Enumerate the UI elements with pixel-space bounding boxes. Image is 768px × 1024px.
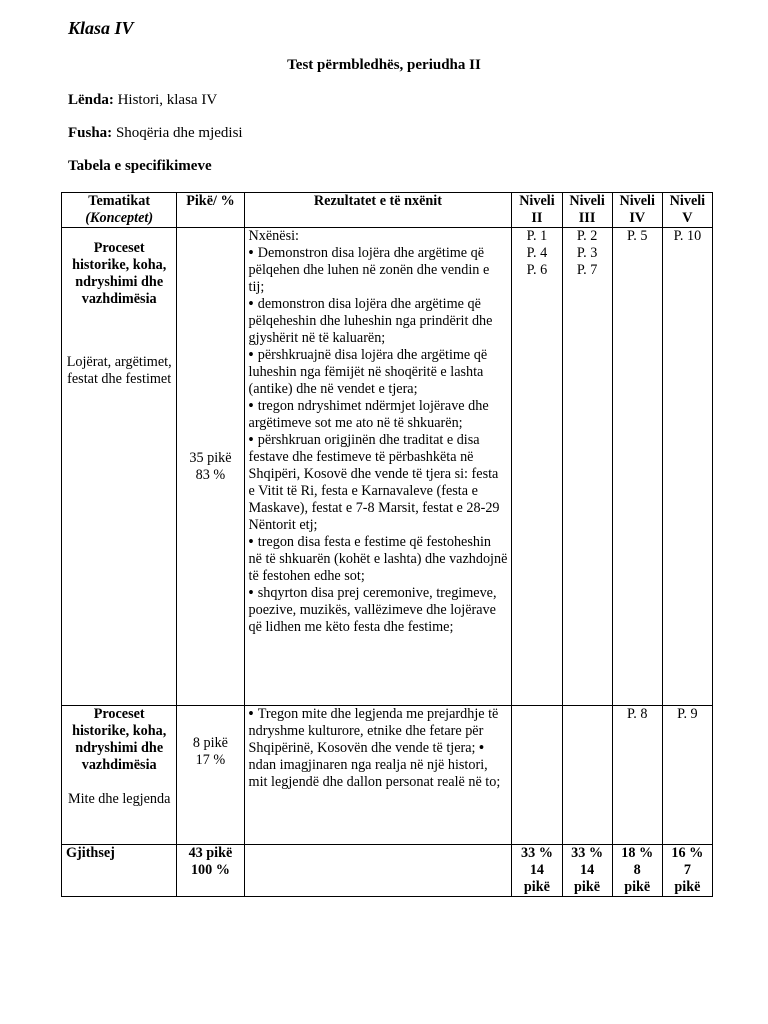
subject-label: Lënda: — [68, 92, 114, 108]
row1-theme-cell — [62, 228, 177, 706]
total-level-5: 16 % 7 pikë — [662, 845, 712, 897]
bullet-icon — [249, 296, 258, 313]
header-theme-label: Tematikat — [88, 193, 151, 209]
bullet-icon — [249, 347, 258, 364]
specification-table — [61, 192, 713, 897]
row1-concept: Lojërat, argëtimet, festat dhe festimet — [66, 354, 172, 387]
total-points-cell — [177, 845, 244, 897]
header-level-4: Niveli IV — [612, 193, 662, 228]
field-label: Fusha: — [68, 125, 113, 141]
total-level-4: 18 % 8 pikë — [612, 845, 662, 897]
table-header-row — [62, 193, 713, 228]
bullet-icon — [249, 398, 258, 415]
subject-value: Histori, klasa IV — [117, 92, 218, 108]
total-level-3: 33 % 14 pikë — [562, 845, 612, 897]
bullet-icon — [249, 534, 258, 551]
header-outcomes: Rezultatet e të nxënit — [244, 193, 512, 228]
row2-level-2 — [512, 706, 562, 845]
row2-outcomes-cell — [244, 706, 512, 845]
list-item: •demonstron disa lojëra dhe argëtime që pëlqeheshin dhe luheshin nga prindërit dhe gjyshërit në të kaluarën; — [249, 296, 508, 347]
row1-outcome-list — [249, 245, 508, 636]
bullet-icon — [249, 245, 258, 262]
row2-theme-cell — [62, 706, 177, 845]
total-outcomes-cell — [244, 845, 512, 897]
header-theme-sub: (Konceptet) — [85, 210, 154, 226]
list-item: •përshkruajnë disa lojëra dhe argëtime që luheshin nga fëmijët në shoqëritë e lashta (antike) dhe në vendet e tjera; — [249, 347, 508, 398]
row2-level-5: P. 9 — [662, 706, 712, 845]
row2-outcome-1: Tregon mite dhe legjenda me prejardhje të ndryshme kulturore, etnike dhe fetare për Shqipërinë, Kosovën dhe vende të tjera; — [248, 706, 499, 756]
list-item: •shqyrton disa prej ceremonive, tregimeve, poezive, muzikës, vallëzimeve dhe lojërave që lidhen me këto festa dhe festime; — [249, 585, 508, 636]
list-item: •tregon disa festa e festime që festoheshin në të shkuarën (kohët e lashta) dhe vazhdojnë të festohen edhe sot; — [249, 534, 508, 585]
bullet-icon — [249, 585, 258, 602]
list-item: •Demonstron disa lojëra dhe argëtime që pëlqehen dhe luhen në zonën dhe vendin e tij; — [249, 245, 508, 296]
row1-theme: Proceset historike, koha, ndryshimi dhe vazhdimësia — [72, 240, 167, 307]
row1-points-cell — [177, 228, 244, 706]
row2-percent: 17 % — [195, 752, 226, 768]
total-points: 43 pikë — [188, 845, 233, 861]
row1-level-5: P. 10 — [662, 228, 712, 706]
list-item: •tregon ndryshimet ndërmjet lojërave dhe argëtimeve sot me ato në të shkuarën; — [249, 398, 508, 432]
header-level-3: Niveli III — [562, 193, 612, 228]
row2-theme: Proceset historike, koha, ndryshimi dhe vazhdimësia — [72, 706, 167, 773]
total-percent: 100 % — [190, 862, 230, 878]
row1-level-3: P. 2 P. 3 P. 7 — [562, 228, 612, 706]
bullet-icon — [249, 432, 258, 449]
row2-concept: Mite dhe legjenda — [67, 791, 171, 807]
bullet-icon — [479, 740, 488, 757]
row1-outcomes-cell — [244, 228, 512, 706]
field-value: Shoqëria dhe mjedisi — [115, 125, 243, 141]
row1-points: 35 pikë — [189, 449, 232, 466]
row1-level-2: P. 1 P. 4 P. 6 — [512, 228, 562, 706]
header-level-2: Niveli II — [512, 193, 562, 228]
table-row-total — [62, 845, 713, 897]
table-row — [62, 706, 713, 845]
row1-percent: 83 % — [195, 466, 226, 483]
total-label: Gjithsej — [62, 845, 177, 897]
header-points: Pikë/ % — [177, 193, 244, 228]
table-row — [62, 228, 713, 706]
row1-intro: Nxënësi: — [248, 228, 299, 244]
row2-level-4: P. 8 — [612, 706, 662, 845]
class-title: Klasa IV — [68, 18, 134, 38]
bullet-icon — [249, 706, 258, 723]
header-level-5: Niveli V — [662, 193, 712, 228]
test-title: Test përmbledhës, periudha II — [287, 57, 481, 73]
row1-level-4: P. 5 — [612, 228, 662, 706]
header-theme — [62, 193, 177, 228]
subject-line — [68, 92, 217, 109]
row2-level-3 — [562, 706, 612, 845]
row2-points-cell — [177, 706, 244, 845]
list-item: •përshkruan origjinën dhe traditat e disa festave dhe festimeve të përbashkëta në Shqipëri, Kosovë dhe vende të tjera si: festa e Vitit të Ri, festa e Karnavaleve (festa e Maskave), festat e 7-8 Marsit, festat e 28-29 Nëntorit etj; — [249, 432, 508, 534]
row2-points: 8 pikë — [192, 735, 228, 751]
total-level-2: 33 % 14 pikë — [512, 845, 562, 897]
field-line — [68, 125, 243, 142]
row2-outcome-2: ndan imagjinaren nga realja në një histori, mit legjendë dhe dallon personat realë në to; — [248, 757, 501, 790]
spec-table-title: Tabela e specifikimeve — [68, 158, 212, 174]
